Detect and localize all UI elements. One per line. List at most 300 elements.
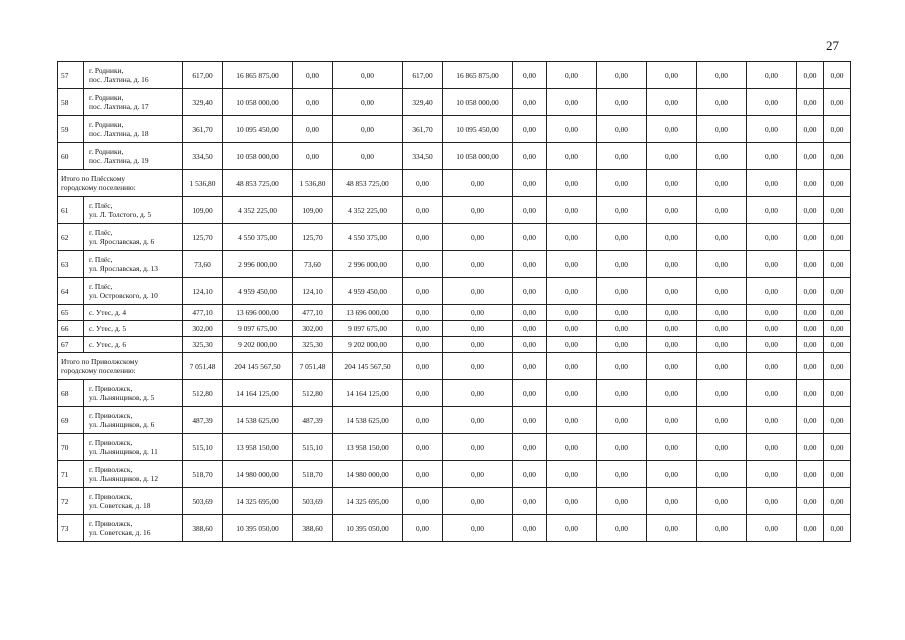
row-number: 61	[58, 197, 84, 224]
address-cell	[84, 278, 183, 305]
address-line: г. Родники,	[89, 147, 124, 156]
value-cell: 334,50	[183, 143, 223, 170]
address-cell	[84, 251, 183, 278]
value-cell: 2 996 000,00	[223, 251, 293, 278]
value-cell: 0,00	[403, 488, 443, 515]
address-cell	[84, 89, 183, 116]
value-cell: 0,00	[333, 62, 403, 89]
value-cell: 0,00	[597, 407, 647, 434]
address-line: пос. Лахтина, д. 17	[89, 102, 149, 111]
address-cell	[84, 407, 183, 434]
value-cell: 109,00	[293, 197, 333, 224]
subtotal-row	[58, 170, 905, 197]
value-cell: 0,00	[747, 170, 797, 197]
value-cell: 512,80	[183, 380, 223, 407]
value-cell: 0,00	[513, 224, 547, 251]
address-cell	[84, 337, 183, 353]
value-cell: 0,00	[547, 278, 597, 305]
subtotal-label	[58, 353, 183, 380]
address-cell	[84, 116, 183, 143]
value-cell: 10 058 000,00	[223, 143, 293, 170]
value-cell: 0,00	[547, 170, 597, 197]
value-cell: 329,40	[183, 89, 223, 116]
value-cell: 0,00	[547, 515, 597, 542]
value-cell: 2 996 000,00	[333, 251, 403, 278]
table-row	[58, 380, 905, 407]
value-cell: 0,00	[747, 62, 797, 89]
value-cell: 0,00	[403, 461, 443, 488]
value-cell: 0,00	[597, 62, 647, 89]
value-cell: 0,00	[647, 337, 697, 353]
value-cell: 4 352 225,00	[223, 197, 293, 224]
value-cell: 14 325 695,00	[223, 488, 293, 515]
value-cell: 0,00	[403, 251, 443, 278]
address-cell	[84, 488, 183, 515]
address-line: ул. Советская, д. 16	[89, 528, 151, 537]
value-cell: 0,00	[513, 116, 547, 143]
value-cell: 0,00	[697, 461, 747, 488]
value-cell: 0,00	[513, 461, 547, 488]
value-cell: 0,00	[547, 353, 597, 380]
value-cell: 0,00	[824, 62, 851, 89]
table-row	[58, 116, 905, 143]
value-cell: 302,00	[183, 321, 223, 337]
subtotal-label-line: городскому поселению:	[61, 366, 136, 375]
value-cell: 10 395 050,00	[333, 515, 403, 542]
value-cell: 0,00	[513, 305, 547, 321]
housing-register-table	[57, 61, 905, 542]
value-cell: 10 058 000,00	[443, 143, 513, 170]
address-line: ул. Льнянщиков, д. 11	[89, 447, 158, 456]
address-line: ул. Л. Толстого, д. 5	[89, 210, 152, 219]
value-cell: 0,00	[443, 170, 513, 197]
address-line: пос. Лахтина, д. 19	[89, 156, 149, 165]
value-cell: 0,00	[797, 380, 824, 407]
value-cell: 0,00	[647, 461, 697, 488]
value-cell: 9 097 675,00	[223, 321, 293, 337]
value-cell: 0,00	[747, 353, 797, 380]
table-row	[58, 305, 905, 321]
value-cell: 0,00	[513, 170, 547, 197]
value-cell: 518,70	[183, 461, 223, 488]
value-cell: 16 865 875,00	[443, 62, 513, 89]
value-cell: 0,00	[697, 170, 747, 197]
value-cell: 0,00	[443, 197, 513, 224]
table-row	[58, 62, 905, 89]
value-cell: 7 051,48	[293, 353, 333, 380]
value-cell: 0,00	[697, 407, 747, 434]
value-cell: 361,70	[183, 116, 223, 143]
value-cell: 0,00	[647, 515, 697, 542]
row-number: 63	[58, 251, 84, 278]
value-cell: 0,00	[824, 251, 851, 278]
value-cell: 0,00	[697, 380, 747, 407]
value-cell: 0,00	[797, 170, 824, 197]
value-cell: 0,00	[647, 170, 697, 197]
address-line: ул. Ярославская, д. 6	[89, 237, 155, 246]
value-cell: 388,60	[293, 515, 333, 542]
address-line: ул. Островского, д. 10	[89, 291, 158, 300]
value-cell: 0,00	[797, 89, 824, 116]
address-line: г. Приволжск,	[89, 492, 133, 501]
value-cell: 14 164 125,00	[333, 380, 403, 407]
table-row	[58, 224, 905, 251]
value-cell: 0,00	[824, 170, 851, 197]
value-cell: 10 095 450,00	[223, 116, 293, 143]
address-cell	[84, 434, 183, 461]
value-cell: 0,00	[443, 380, 513, 407]
value-cell: 10 095 450,00	[443, 116, 513, 143]
value-cell: 0,00	[697, 488, 747, 515]
value-cell: 0,00	[597, 380, 647, 407]
value-cell: 0,00	[747, 434, 797, 461]
row-number: 69	[58, 407, 84, 434]
value-cell: 13 958 150,00	[333, 434, 403, 461]
value-cell: 9 202 000,00	[333, 337, 403, 353]
value-cell: 0,00	[597, 116, 647, 143]
value-cell: 4 352 225,00	[333, 197, 403, 224]
page-number: 27	[826, 38, 839, 53]
address-line: г. Приволжск,	[89, 438, 133, 447]
value-cell: 0,00	[443, 224, 513, 251]
row-number: 65	[58, 305, 84, 321]
value-cell: 0,00	[697, 116, 747, 143]
value-cell: 0,00	[597, 170, 647, 197]
value-cell: 0,00	[547, 305, 597, 321]
value-cell: 0,00	[747, 515, 797, 542]
value-cell: 0,00	[647, 321, 697, 337]
value-cell: 0,00	[547, 337, 597, 353]
value-cell: 4 959 450,00	[333, 278, 403, 305]
value-cell: 0,00	[513, 353, 547, 380]
value-cell: 0,00	[597, 321, 647, 337]
value-cell: 0,00	[647, 89, 697, 116]
value-cell: 0,00	[797, 321, 824, 337]
value-cell: 0,00	[597, 353, 647, 380]
table-body	[58, 62, 905, 542]
value-cell: 204 145 567,50	[223, 353, 293, 380]
value-cell: 0,00	[403, 224, 443, 251]
value-cell: 0,00	[747, 251, 797, 278]
value-cell: 329,40	[403, 89, 443, 116]
address-line: г. Родники,	[89, 66, 124, 75]
value-cell: 4 959 450,00	[223, 278, 293, 305]
value-cell: 503,69	[293, 488, 333, 515]
value-cell: 0,00	[797, 337, 824, 353]
value-cell: 0,00	[293, 89, 333, 116]
value-cell: 0,00	[443, 353, 513, 380]
value-cell: 0,00	[443, 251, 513, 278]
value-cell: 48 853 725,00	[223, 170, 293, 197]
value-cell: 0,00	[403, 197, 443, 224]
value-cell: 0,00	[547, 321, 597, 337]
value-cell: 325,30	[183, 337, 223, 353]
value-cell: 0,00	[513, 407, 547, 434]
value-cell: 0,00	[747, 197, 797, 224]
value-cell: 0,00	[403, 337, 443, 353]
address-cell	[84, 515, 183, 542]
value-cell: 14 538 625,00	[223, 407, 293, 434]
value-cell: 0,00	[333, 143, 403, 170]
row-number: 71	[58, 461, 84, 488]
value-cell: 0,00	[403, 353, 443, 380]
table-row	[58, 197, 905, 224]
value-cell: 0,00	[547, 380, 597, 407]
row-number: 67	[58, 337, 84, 353]
value-cell: 0,00	[513, 434, 547, 461]
value-cell: 487,39	[293, 407, 333, 434]
row-number: 57	[58, 62, 84, 89]
value-cell: 0,00	[747, 278, 797, 305]
value-cell: 0,00	[597, 337, 647, 353]
address-line: ул. Льнянщиков, д. 6	[89, 420, 155, 429]
value-cell: 0,00	[597, 224, 647, 251]
value-cell: 0,00	[443, 488, 513, 515]
value-cell: 0,00	[443, 515, 513, 542]
row-number: 66	[58, 321, 84, 337]
value-cell: 0,00	[443, 434, 513, 461]
value-cell: 0,00	[513, 337, 547, 353]
row-number: 72	[58, 488, 84, 515]
value-cell: 0,00	[747, 116, 797, 143]
value-cell: 0,00	[513, 89, 547, 116]
value-cell: 0,00	[747, 488, 797, 515]
subtotal-label	[58, 170, 183, 197]
value-cell: 0,00	[747, 305, 797, 321]
subtotal-label-line: Итого по Приволжскому	[61, 357, 139, 366]
value-cell: 0,00	[824, 224, 851, 251]
value-cell: 0,00	[747, 224, 797, 251]
value-cell: 0,00	[824, 305, 851, 321]
value-cell: 0,00	[547, 488, 597, 515]
value-cell: 0,00	[797, 143, 824, 170]
address-cell	[84, 224, 183, 251]
value-cell: 0,00	[747, 461, 797, 488]
table-row	[58, 434, 905, 461]
value-cell: 10 058 000,00	[223, 89, 293, 116]
value-cell: 0,00	[333, 89, 403, 116]
value-cell: 0,00	[647, 143, 697, 170]
value-cell: 0,00	[697, 251, 747, 278]
value-cell: 0,00	[597, 251, 647, 278]
address-line: пос. Лахтина, д. 18	[89, 129, 149, 138]
address-line: ул. Ярославская, д. 13	[89, 264, 158, 273]
value-cell: 0,00	[547, 62, 597, 89]
value-cell: 0,00	[547, 434, 597, 461]
value-cell: 334,50	[403, 143, 443, 170]
value-cell: 0,00	[797, 251, 824, 278]
value-cell: 0,00	[403, 321, 443, 337]
value-cell: 0,00	[547, 461, 597, 488]
value-cell: 0,00	[647, 305, 697, 321]
value-cell: 0,00	[747, 380, 797, 407]
table-row	[58, 89, 905, 116]
row-number: 62	[58, 224, 84, 251]
subtotal-label-line: городскому поселению:	[61, 183, 136, 192]
value-cell: 0,00	[824, 278, 851, 305]
value-cell: 0,00	[403, 434, 443, 461]
value-cell: 1 536,80	[183, 170, 223, 197]
value-cell: 0,00	[747, 337, 797, 353]
address-line: г. Приволжск,	[89, 384, 133, 393]
value-cell: 0,00	[824, 515, 851, 542]
value-cell: 0,00	[797, 116, 824, 143]
value-cell: 0,00	[293, 62, 333, 89]
value-cell: 0,00	[697, 305, 747, 321]
value-cell: 0,00	[647, 434, 697, 461]
value-cell: 0,00	[647, 488, 697, 515]
value-cell: 515,10	[183, 434, 223, 461]
address-line: с. Утес, д. 4	[89, 308, 127, 317]
address-cell	[84, 380, 183, 407]
row-number: 64	[58, 278, 84, 305]
value-cell: 0,00	[547, 407, 597, 434]
value-cell: 0,00	[824, 407, 851, 434]
value-cell: 14 164 125,00	[223, 380, 293, 407]
value-cell: 325,30	[293, 337, 333, 353]
value-cell: 0,00	[824, 461, 851, 488]
value-cell: 0,00	[513, 143, 547, 170]
value-cell: 0,00	[647, 62, 697, 89]
value-cell: 0,00	[597, 461, 647, 488]
address-line: с. Утес, д. 5	[89, 324, 127, 333]
table-row	[58, 337, 905, 353]
value-cell: 0,00	[597, 89, 647, 116]
value-cell: 0,00	[697, 337, 747, 353]
value-cell: 0,00	[824, 488, 851, 515]
subtotal-row	[58, 353, 905, 380]
value-cell: 0,00	[647, 380, 697, 407]
value-cell: 10 058 000,00	[443, 89, 513, 116]
value-cell: 13 958 150,00	[223, 434, 293, 461]
value-cell: 0,00	[747, 321, 797, 337]
value-cell: 0,00	[697, 515, 747, 542]
value-cell: 124,10	[183, 278, 223, 305]
value-cell: 0,00	[443, 407, 513, 434]
subtotal-label-line: Итого по Плёсскому	[61, 174, 126, 183]
value-cell: 13 696 000,00	[333, 305, 403, 321]
value-cell: 0,00	[547, 89, 597, 116]
value-cell: 0,00	[443, 305, 513, 321]
value-cell: 124,10	[293, 278, 333, 305]
value-cell: 0,00	[597, 305, 647, 321]
value-cell: 0,00	[697, 434, 747, 461]
value-cell: 0,00	[697, 321, 747, 337]
address-cell	[84, 321, 183, 337]
value-cell: 503,69	[183, 488, 223, 515]
value-cell: 0,00	[513, 197, 547, 224]
value-cell: 477,10	[183, 305, 223, 321]
value-cell: 0,00	[797, 488, 824, 515]
address-line: ул. Льнянщиков, д. 12	[89, 474, 159, 483]
value-cell: 0,00	[597, 143, 647, 170]
address-line: г. Плёс,	[89, 282, 113, 291]
address-line: г. Приволжск,	[89, 411, 133, 420]
address-line: г. Приволжск,	[89, 465, 133, 474]
value-cell: 4 550 375,00	[223, 224, 293, 251]
address-cell	[84, 62, 183, 89]
address-line: г. Плёс,	[89, 228, 113, 237]
value-cell: 0,00	[513, 278, 547, 305]
value-cell: 73,60	[183, 251, 223, 278]
address-line: пос. Лахтина, д. 16	[89, 75, 149, 84]
value-cell: 0,00	[797, 224, 824, 251]
row-number: 70	[58, 434, 84, 461]
value-cell: 477,10	[293, 305, 333, 321]
value-cell: 512,80	[293, 380, 333, 407]
table-row	[58, 321, 905, 337]
value-cell: 0,00	[333, 116, 403, 143]
value-cell: 0,00	[747, 143, 797, 170]
value-cell: 0,00	[403, 380, 443, 407]
table-row	[58, 515, 905, 542]
address-line: г. Приволжск,	[89, 519, 133, 528]
address-cell	[84, 143, 183, 170]
row-number: 60	[58, 143, 84, 170]
value-cell: 0,00	[647, 353, 697, 380]
value-cell: 13 696 000,00	[223, 305, 293, 321]
value-cell: 10 395 050,00	[223, 515, 293, 542]
value-cell: 0,00	[697, 278, 747, 305]
value-cell: 109,00	[183, 197, 223, 224]
value-cell: 0,00	[824, 337, 851, 353]
value-cell: 518,70	[293, 461, 333, 488]
value-cell: 16 865 875,00	[223, 62, 293, 89]
value-cell: 0,00	[403, 305, 443, 321]
value-cell: 9 202 000,00	[223, 337, 293, 353]
address-line: с. Утес, д. 6	[89, 340, 127, 349]
value-cell: 0,00	[697, 197, 747, 224]
value-cell: 204 145 567,50	[333, 353, 403, 380]
value-cell: 0,00	[597, 278, 647, 305]
value-cell: 0,00	[797, 353, 824, 380]
value-cell: 0,00	[797, 461, 824, 488]
value-cell: 0,00	[647, 407, 697, 434]
row-number: 59	[58, 116, 84, 143]
value-cell: 0,00	[797, 434, 824, 461]
value-cell: 0,00	[824, 197, 851, 224]
table-row	[58, 251, 905, 278]
value-cell: 0,00	[547, 197, 597, 224]
value-cell: 0,00	[797, 305, 824, 321]
address-line: г. Плёс,	[89, 255, 113, 264]
value-cell: 302,00	[293, 321, 333, 337]
value-cell: 1 536,80	[293, 170, 333, 197]
address-cell	[84, 461, 183, 488]
value-cell: 0,00	[797, 515, 824, 542]
value-cell: 0,00	[403, 278, 443, 305]
address-cell	[84, 197, 183, 224]
value-cell: 0,00	[824, 89, 851, 116]
row-number: 68	[58, 380, 84, 407]
value-cell: 48 853 725,00	[333, 170, 403, 197]
address-line: г. Родники,	[89, 120, 124, 129]
value-cell: 0,00	[597, 488, 647, 515]
value-cell: 0,00	[697, 353, 747, 380]
value-cell: 0,00	[547, 143, 597, 170]
value-cell: 0,00	[547, 251, 597, 278]
value-cell: 0,00	[647, 116, 697, 143]
value-cell: 0,00	[293, 143, 333, 170]
value-cell: 0,00	[513, 62, 547, 89]
row-number: 58	[58, 89, 84, 116]
value-cell: 9 097 675,00	[333, 321, 403, 337]
address-line: ул. Льнянщиков, д. 5	[89, 393, 155, 402]
value-cell: 0,00	[824, 434, 851, 461]
value-cell: 0,00	[443, 337, 513, 353]
value-cell: 0,00	[597, 434, 647, 461]
row-number: 73	[58, 515, 84, 542]
